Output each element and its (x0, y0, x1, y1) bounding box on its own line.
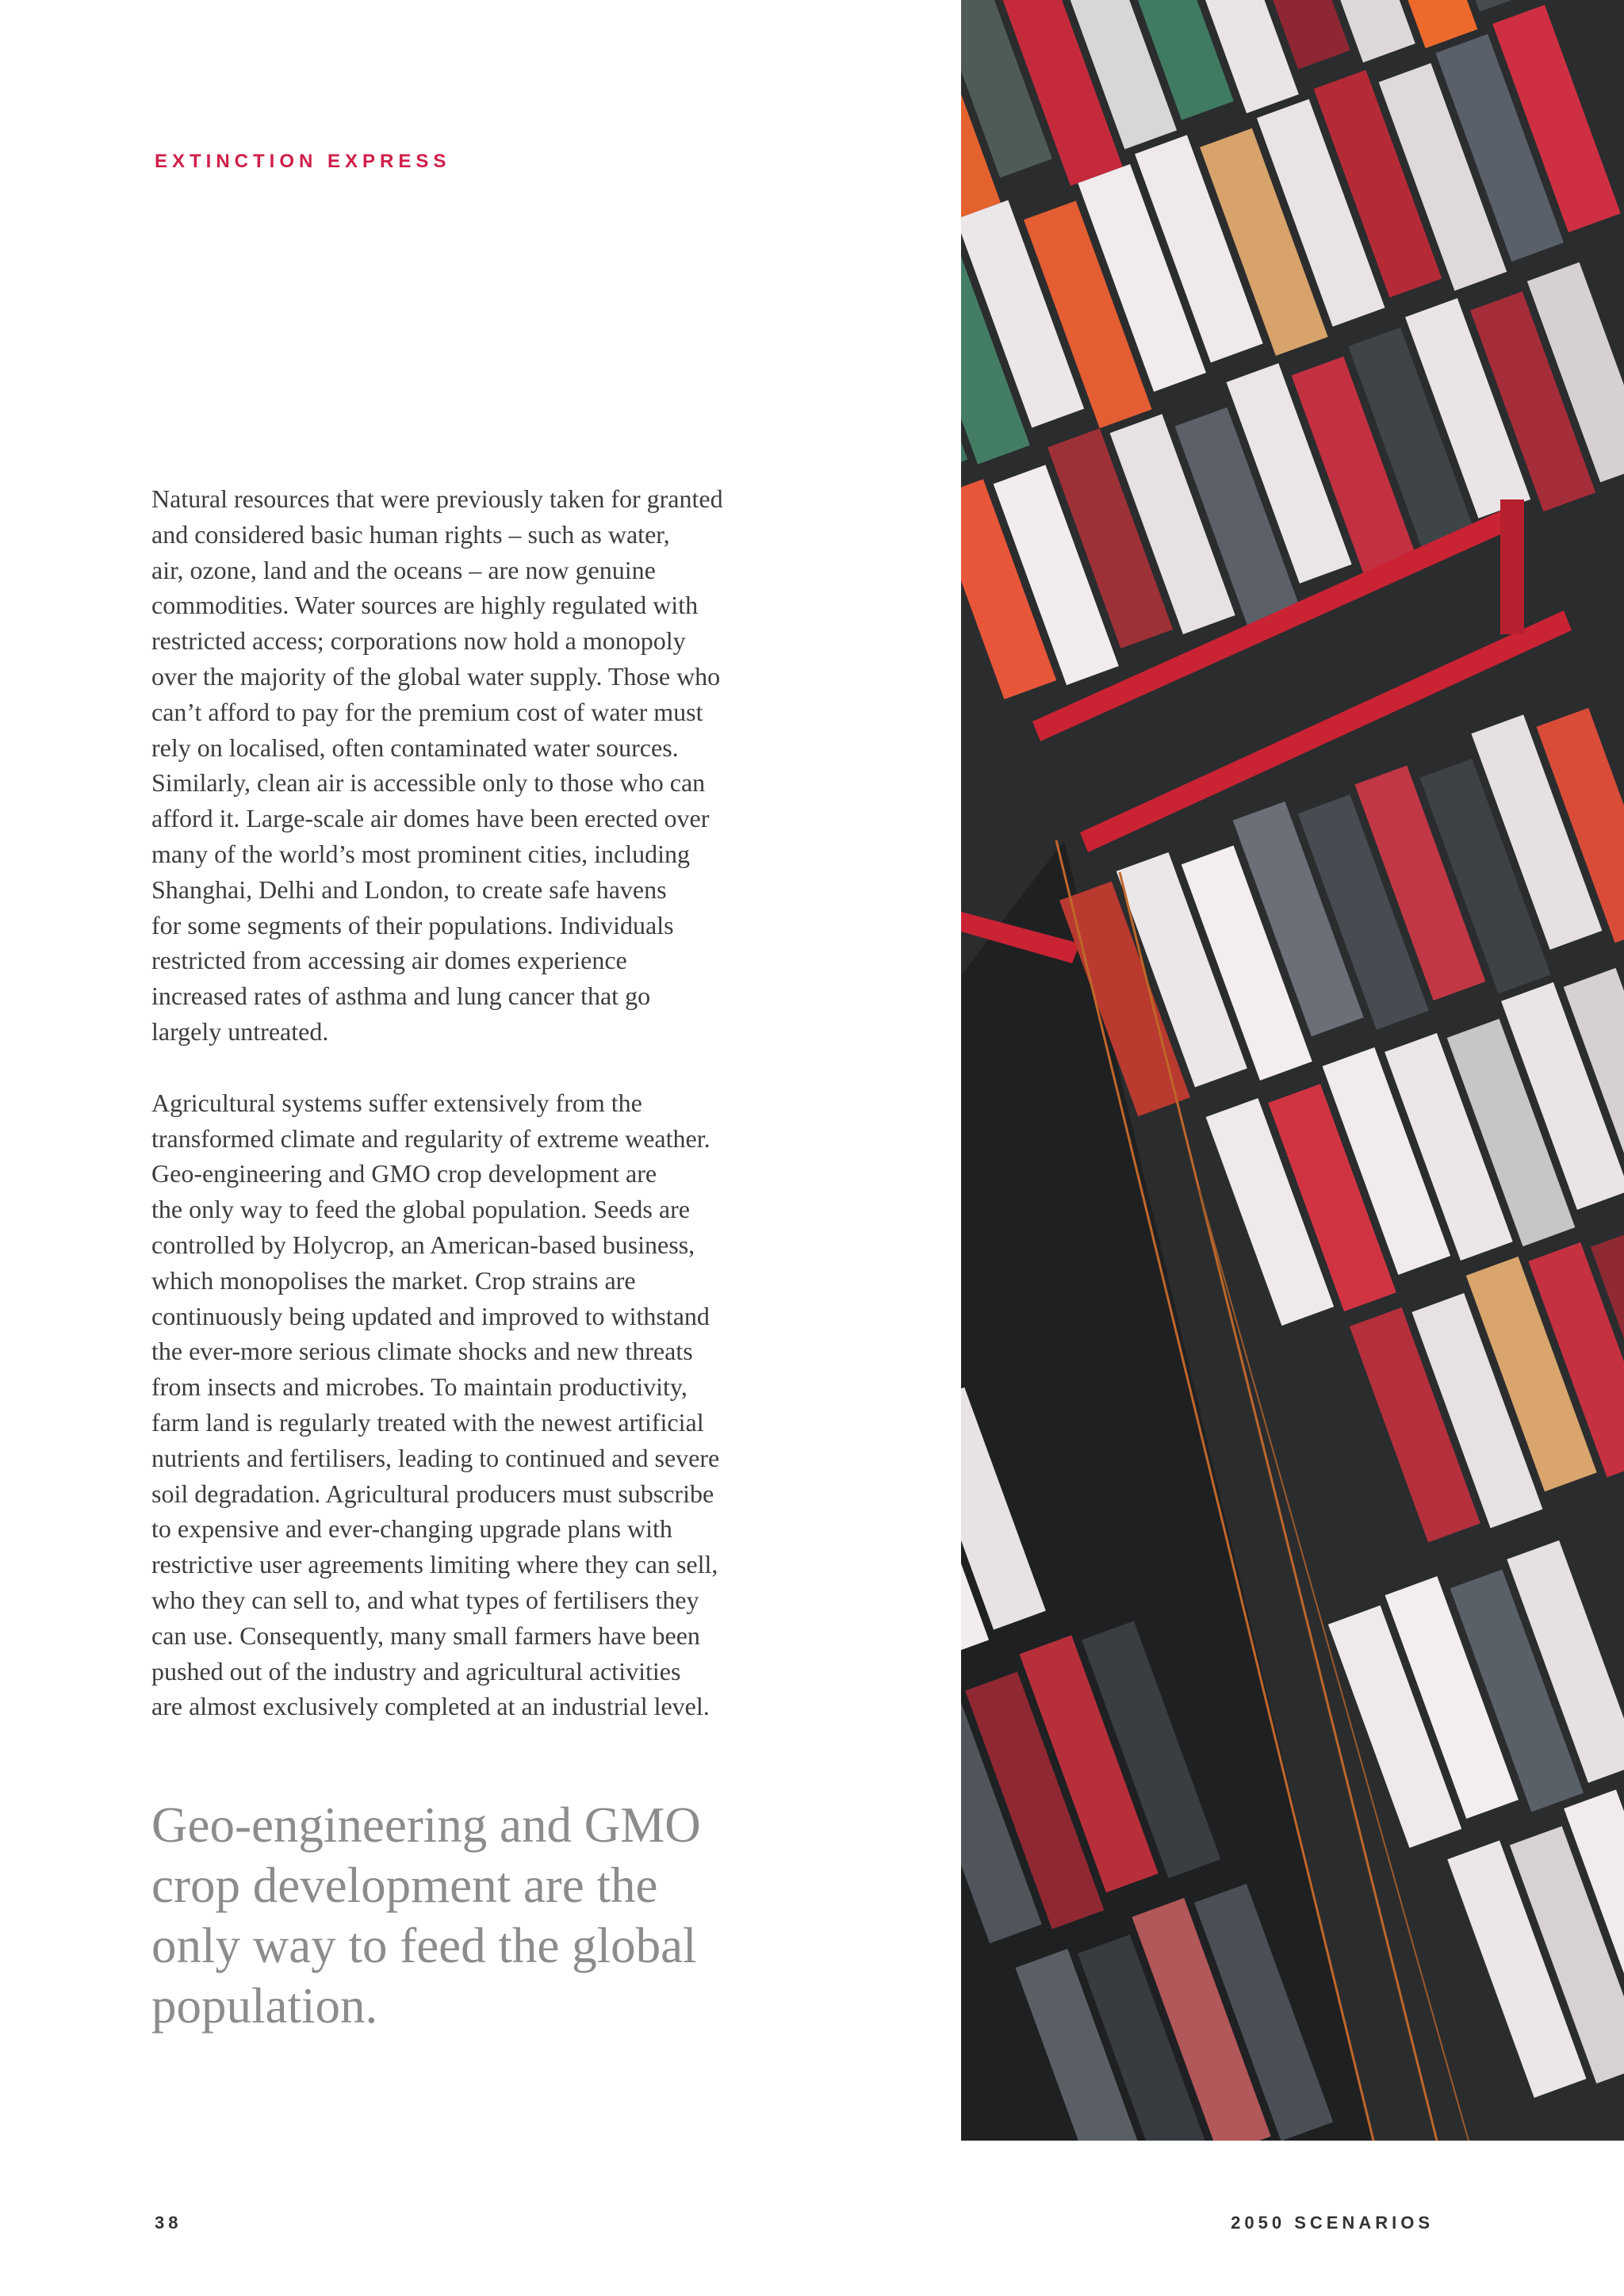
pull-quote: Geo-engineering and GMO crop development are the only way to feed the global population. (151, 1797, 701, 2034)
body-paragraph: Agricultural systems suffer extensively from the transformed climate and regularity of extreme weather. Geo-engineering and GMO crop development are the only way to feed the global population. Seeds are controlled by Holycrop, an American-based business, which monopolises the market. Crop strains are continuously being updated and improved to withstand the ever-more serious climate shocks and new threats from insects and microbes. To maintain productivity, farm land is regularly treated with the newest artificial nutrients and fertilisers, leading to continued and severe soil degradation. Agricultural producers must subscribe to expensive and ever-changing upgrade plans with restrictive user agreements limiting where they can sell, who they can sell to, and what types of fertilisers they can use. Consequently, many small farmers have been pushed out of the industry and agricultural activities are almost exclusively completed at an industrial level. (151, 1088, 720, 1721)
container-yard-photo (961, 0, 1624, 2141)
publication-title: 2050 SCENARIOS (1231, 2213, 1434, 2233)
page-number: 38 (155, 2213, 182, 2233)
body-paragraph: Natural resources that were previously taken for granted and considered basic human rights – such as water, air, ozone, land and the oceans – are now genuine commodities. Water sources are highly regulated with restricted access; corporations now hold a monopoly over the majority of the global water supply. Those who can’t afford to pay for the premium cost of water must rely on localised, often contaminated water sources. Similarly, clean air is accessible only to those who can afford it. Large-scale air domes have been erected over many of the world’s most prominent cities, including Shanghai, Delhi and London, to create safe havens for some segments of their populations. Individuals restricted from accessing air domes experience increased rates of asthma and lung cancer that go largely untreated. (151, 484, 723, 1046)
body-text (151, 481, 802, 1760)
container-yard-illustration (961, 0, 1624, 2141)
section-label: EXTINCTION EXPRESS (155, 151, 451, 172)
